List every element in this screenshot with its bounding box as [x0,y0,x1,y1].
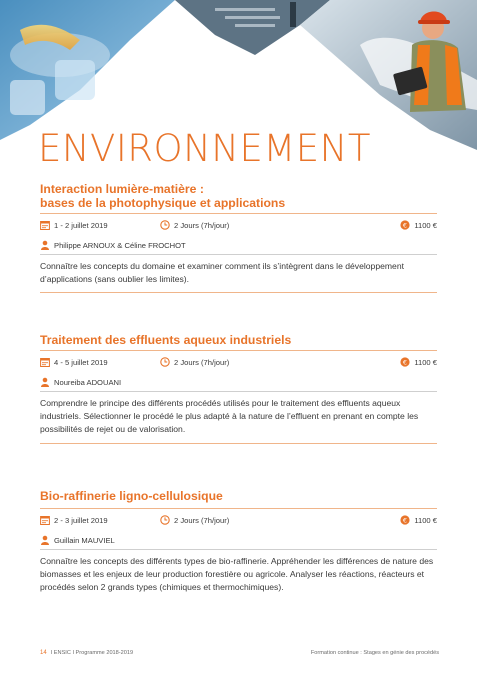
instructors-text: Guillain MAUVIEL [54,535,115,545]
course-title-line-1: Interaction lumière-matière : [40,182,204,196]
course-price [400,515,437,525]
divider [40,254,437,255]
course-price [400,357,437,367]
course-description: Connaître les concepts du domaine et examiner comment ils s’intègrent dans le développement d’applications (sans oublier les limites). [40,261,405,285]
person-icon [40,240,50,250]
course-title-line-1: Bio-raffinerie ligno-cellulosique [40,489,223,503]
svg-text:€: € [403,221,408,230]
euro-icon [400,357,410,367]
course-meta [40,351,437,373]
footer-left-text: I ENSIC I Programme 2018-2019 [50,650,134,656]
duration-text: 2 Jours (7h/jour) [174,220,230,230]
price-text: 1100 € [414,515,437,525]
svg-text:€: € [403,516,408,525]
euro-icon [400,220,410,230]
divider [40,443,437,444]
course-instructors [40,531,437,549]
course-title-line-2: bases de la photophysique et applications [40,196,286,210]
person-icon [40,377,50,387]
duration-text: 2 Jours (7h/jour) [174,357,230,367]
price-text: 1100 € [414,357,437,367]
course-description: Connaître les concepts des différents types de bio-raffinerie. Appréhender les différences de nature des biomasses et les enjeux de leur production forestière ou agricole. Analyser les réactions, réacteurs et procédés selon 2 grands types (chimiques et thermochimiques). [40,556,434,593]
course-description: Comprendre le principe des différents procédés utilisés pour le traitement des effluents aqueux industriels. Sélectionner le procédé le plus adapté à la nature de l’effluent en prenant en compte les possibilités de rejet ou de valorisation. [40,398,419,435]
clock-icon [160,515,170,525]
course-duration [160,220,229,230]
clock-icon [160,357,170,367]
clock-icon [160,220,170,230]
svg-text:€: € [403,358,408,367]
course-price [400,220,437,230]
course-meta [40,509,437,531]
page-title: ENVIRONNEMENT [38,127,371,170]
instructors-text: Noureiba ADOUANI [54,377,122,387]
course-instructors [40,236,437,254]
footer-right-text: Formation continue : Stages en génie des procédés [310,650,439,656]
course-card [40,333,437,444]
calendar-icon [40,220,50,230]
course-title [40,489,437,503]
page-footer [40,650,439,656]
calendar-icon [40,515,50,525]
course-card [40,182,437,293]
course-dates [40,220,108,230]
dates-text: 2 - 3 juillet 2019 [54,515,108,525]
divider [40,549,437,550]
duration-text: 2 Jours (7h/jour) [174,515,230,525]
divider [40,292,437,293]
course-dates [40,357,108,367]
course-title [40,333,437,347]
page-number: 14 [40,650,47,656]
footer-left [40,650,133,656]
course-title [40,182,437,210]
course-meta [40,214,437,236]
calendar-icon [40,357,50,367]
divider [40,391,437,392]
course-instructors [40,373,437,391]
dates-text: 4 - 5 juillet 2019 [54,357,108,367]
course-dates [40,515,108,525]
course-duration [160,357,229,367]
course-duration [160,515,229,525]
dates-text: 1 - 2 juillet 2019 [54,220,108,230]
course-title-line-1: Traitement des effluents aqueux industriels [40,333,292,347]
price-text: 1100 € [414,220,437,230]
course-card [40,489,437,595]
person-icon [40,535,50,545]
instructors-text: Philippe ARNOUX & Céline FROCHOT [54,240,186,250]
euro-icon [400,515,410,525]
